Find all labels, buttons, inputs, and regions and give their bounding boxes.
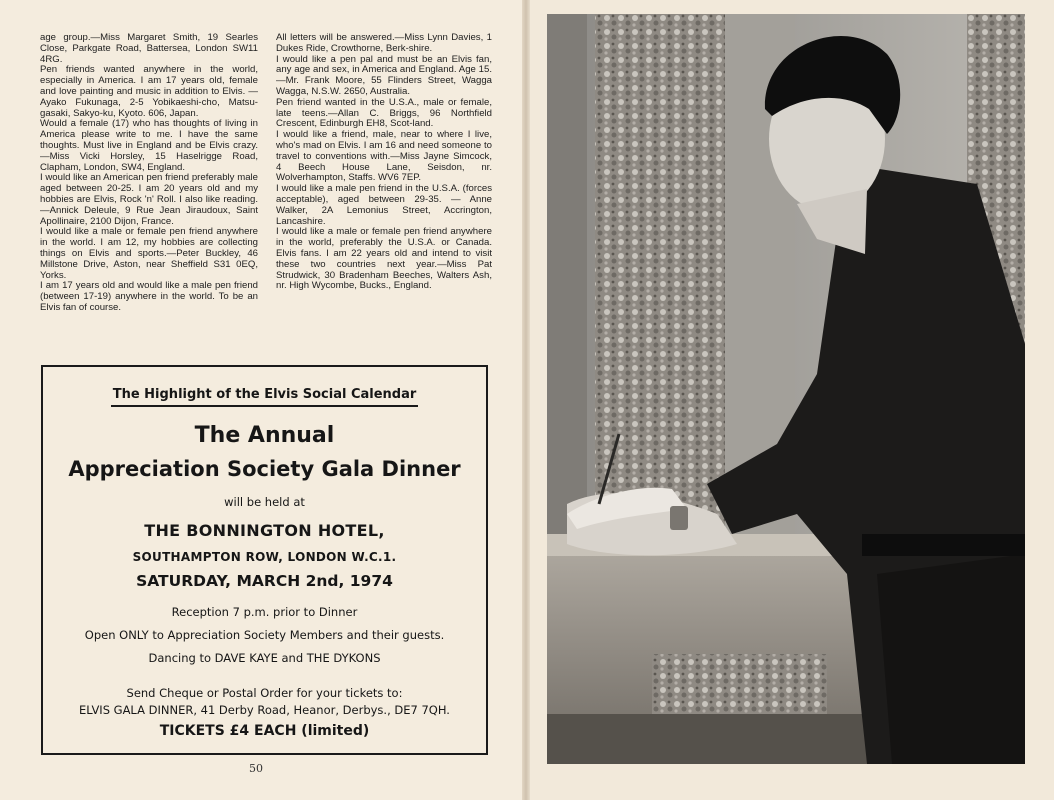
advert-dancing: Dancing to DAVE KAYE and THE DYKONS — [148, 651, 381, 665]
elvis-writing-photo — [547, 14, 1025, 764]
advert-reception: Reception 7 p.m. prior to Dinner — [171, 605, 358, 619]
column1-paragraph: I would like a male or female pen friend anywhere in the world. I am 12, my hobbies are collecting things on Elvis and sports.—Peter Buckley, 46 Millstone Drive, Aston, near Sheffield S31 0EQ, Yorks. — [40, 226, 258, 281]
advert-venue: THE BONNINGTON HOTEL, — [144, 521, 385, 540]
page-gutter — [522, 0, 530, 800]
column2-paragraph: Pen friend wanted in the U.S.A., male or female, late teens.—Allan C. Briggs, 96 Northfield Crescent, Edinburgh EH8, Scot-land. — [276, 96, 492, 130]
column1-paragraph: Pen friends wanted anywhere in the world, especially in America. I am 17 years old, female and love painting and music in addition to Elvis. — Ayako Fukunaga, 2-5 Yobikaeshi-cho, Matsu-gasaki, Sakyo-ku, Kyoto. 606, Japan. — [40, 64, 258, 119]
gala-dinner-advert — [41, 365, 488, 755]
advert-send-address: ELVIS GALA DINNER, 41 Derby Road, Heanor, Derbys., DE7 7QH. — [79, 703, 450, 717]
column2-paragraph: I would like a male or female pen friend anywhere in the world, preferably the U.S.A. or Canada. Elvis fans. I am 22 years old and intend to visit these two countries next year.—Miss Pat Strudwick, 30 Bradenham Beeches, Walters Ash, nr. High Wycombe, Bucks., England. — [276, 226, 492, 292]
advert-send-instructions: Send Cheque or Postal Order for your tickets to: — [126, 686, 403, 700]
column2-paragraph: All letters will be answered.—Miss Lynn Davies, 1 Dukes Ride, Crowthorne, Berk-shire. — [276, 32, 492, 54]
column2-paragraph: I would like a pen pal and must be an Elvis fan, any age and sex, in America and England. Age 15.—Mr. Frank Moore, 55 Flinders Street, Wagga Wagga, N.S.W. 2650, Australia. — [276, 53, 492, 97]
column1-paragraph: Would a female (17) who has thoughts of living in America please write to me. I have the same thoughts. Must live in England and be Elvis crazy.—Miss Vicki Horsley, 15 Haselrigge Road, Clapham, London, SW4, England. — [40, 118, 258, 173]
column2-paragraph: I would like a male pen friend in the U.S.A. (forces acceptable), aged between 29-35. — Anne Walker, 2A Lemonius Street, Accrington, Lancashire. — [276, 183, 492, 227]
advert-date: SATURDAY, MARCH 2nd, 1974 — [136, 572, 393, 590]
advert-venue-address: SOUTHAMPTON ROW, LONDON W.C.1. — [132, 550, 397, 564]
page-number: 50 — [249, 762, 263, 775]
column1-paragraph: I am 17 years old and would like a male pen friend (between 17-19) anywhere in the world. To be an Elvis fan of course. — [40, 280, 258, 313]
pen-pal-column-1 — [40, 33, 258, 314]
advert-title-line2: Appreciation Society Gala Dinner — [68, 457, 461, 481]
left-page — [0, 0, 525, 800]
advert-title-line1: The Annual — [194, 423, 335, 448]
advert-ticket-price: TICKETS £4 EACH (limited) — [159, 723, 370, 739]
advert-open-to: Open ONLY to Appreciation Society Members and their guests. — [84, 628, 445, 642]
advert-held-at: will be held at — [224, 495, 305, 509]
photo-illustration — [547, 14, 1025, 764]
advert-kicker-text: The Highlight of the Elvis Social Calendar — [111, 387, 419, 407]
column2-paragraph: I would like a friend, male, near to where I live, who's mad on Elvis. I am 16 and need someone to travel to conventions with.—Miss Jayne Simcock, 4 Beech House Lane, Seisdon, nr. Wolverhampton, Staffs. WV6 7EP. — [276, 129, 492, 184]
column1-paragraph: I would like an American pen friend preferably male aged between 20-25. I am 20 years old and my hobbies are Elvis, Rock 'n' Roll. I also like reading. —Annick Deleule, 9 Rue Jean Jiraudoux, Saint Apollinaire, 2100 Dijon, France. — [40, 172, 258, 227]
column1-paragraph: age group.—Miss Margaret Smith, 19 Searles Close, Parkgate Road, Battersea, London SW11 4RG. — [40, 32, 258, 65]
advert-kicker — [43, 383, 486, 407]
pen-pal-column-2 — [276, 33, 492, 292]
